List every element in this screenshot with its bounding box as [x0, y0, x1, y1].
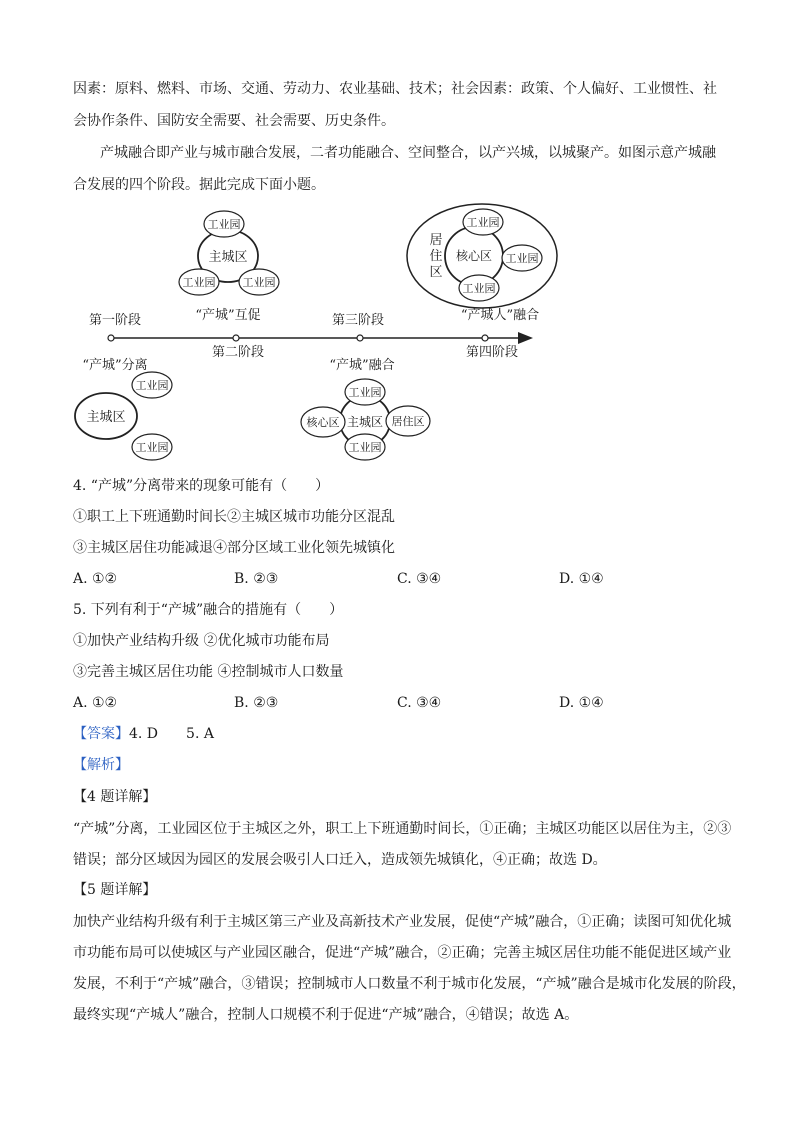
detail5-line-1: 加快产业结构升级有利于主城区第三产业及高新技术产业发展，促使“产城”融合，①正确；读图可知优化城: [73, 914, 732, 930]
question-intro-paragraph-cont: 合发展的四个阶段。据此完成下面小题。: [73, 177, 325, 193]
timeline-marker-2: [233, 335, 239, 341]
intro-line-1: 因素：原料、燃料、市场、交通、劳动力、农业基础、技术；社会因素：政策、个人偏好、工业惯性、社: [73, 81, 717, 97]
timeline-marker-3: [357, 335, 363, 341]
detail5-line-4: 最终实现“产城人”融合，控制人口规模不利于促进“产城”融合，④错误；故选 A。: [73, 1007, 579, 1023]
core-area-label: 核心区: [455, 249, 493, 263]
industrial-park-label: 工业园: [182, 276, 216, 289]
industrial-park-label: 工业园: [348, 441, 382, 454]
q4-statement-2: ③主城区居住功能减退④部分区域工业化领先城镇化: [73, 540, 395, 556]
industrial-park-label: 工业园: [505, 252, 539, 265]
stage1-label: 第一阶段: [88, 313, 142, 328]
timeline-marker-1: [108, 335, 114, 341]
intro-line-2: 会协作条件、国防安全需要、社会需要、历史条件。: [73, 113, 395, 129]
q5-stem: 5. 下列有利于“产城”融合的措施有（ ）: [73, 602, 344, 618]
detail5-line-3: 发展，不利于“产城”融合，③错误；控制城市人口数量不利于城市化发展，“产城”融合是城市化发展的阶段，: [73, 976, 746, 992]
detail4-title: 【4 题详解】: [73, 789, 157, 805]
detail5-line-2: 市功能布局可以使城区与产业园区融合，促进“产城”融合，②正确；完善主城区居住功能不能促进区域产业: [73, 945, 732, 961]
main-city-label: 主城区: [346, 415, 384, 429]
industrial-park-label: 工业园: [135, 379, 169, 392]
q4-option-a: A. ①②: [73, 571, 118, 587]
stage2-label: 第二阶段: [211, 345, 265, 360]
q4-option-b: B. ②③: [234, 571, 279, 587]
industrial-park-label: 工业园: [207, 218, 241, 231]
industrial-park-label: 工业园: [242, 276, 276, 289]
promotion-caption: “产城”互促: [195, 308, 261, 323]
answer-tag: 【答案】: [73, 726, 129, 742]
industry-city-stages-diagram: [0, 0, 794, 470]
q4-statement-1: ①职工上下班通勤时间长②主城区城市功能分区混乱: [73, 509, 395, 525]
detail4-line-1: “产城”分离，工业园区位于主城区之外，职工上下班通勤时间长，①正确；主城区功能区以居住为主，②③: [73, 821, 732, 837]
q4-option-c: C. ③④: [397, 571, 442, 587]
q5-option-c: C. ③④: [397, 695, 442, 711]
q5-statement-1: ①加快产业结构升级 ②优化城市功能布局: [73, 633, 330, 649]
timeline-arrow: [518, 332, 533, 344]
residential-vertical-char: 区: [429, 265, 443, 280]
industrial-park-label: 工业园: [466, 216, 500, 229]
stage4-label: 第四阶段: [465, 345, 519, 360]
core-area-label: 核心区: [306, 416, 340, 429]
detail4-line-2: 错误；部分区域因为园区的发展会吸引人口迁入，造成领先城镇化，④正确；故选 D。: [73, 852, 607, 868]
question-intro-paragraph: 产城融合即产业与城市融合发展，二者功能融合、空间整合，以产兴城，以城聚产。如图示意产城融: [100, 145, 716, 161]
detail5-title: 【5 题详解】: [73, 882, 157, 898]
answer-text: 4. D 5. A: [129, 726, 214, 742]
q5-option-b: B. ②③: [234, 695, 279, 711]
timeline-marker-4: [482, 335, 488, 341]
q4-stem: 4. “产城”分离带来的现象可能有（ ）: [73, 478, 330, 494]
q4-option-d: D. ①④: [559, 571, 604, 587]
q5-statement-2: ③完善主城区居住功能 ④控制城市人口数量: [73, 664, 344, 680]
analysis-tag: 【解析】: [73, 757, 129, 773]
stage3-label: 第三阶段: [331, 313, 385, 328]
separation-caption: “产城”分离: [82, 358, 148, 373]
industrial-park-label: 工业园: [135, 441, 169, 454]
people-fusion-caption: “产城人”融合: [460, 308, 540, 323]
answer-line: [73, 724, 214, 744]
main-city-label: 主城区: [86, 410, 126, 425]
q5-option-a: A. ①②: [73, 695, 118, 711]
q5-option-d: D. ①④: [559, 695, 604, 711]
main-city-label: 主城区: [208, 250, 248, 265]
residential-vertical-char: 居: [429, 233, 443, 248]
industrial-park-label: 工业园: [462, 282, 496, 295]
fusion-caption: “产城”融合: [329, 358, 395, 373]
residential-label: 居住区: [391, 415, 425, 428]
residential-vertical-char: 住: [429, 249, 443, 264]
industrial-park-label: 工业园: [348, 386, 382, 399]
